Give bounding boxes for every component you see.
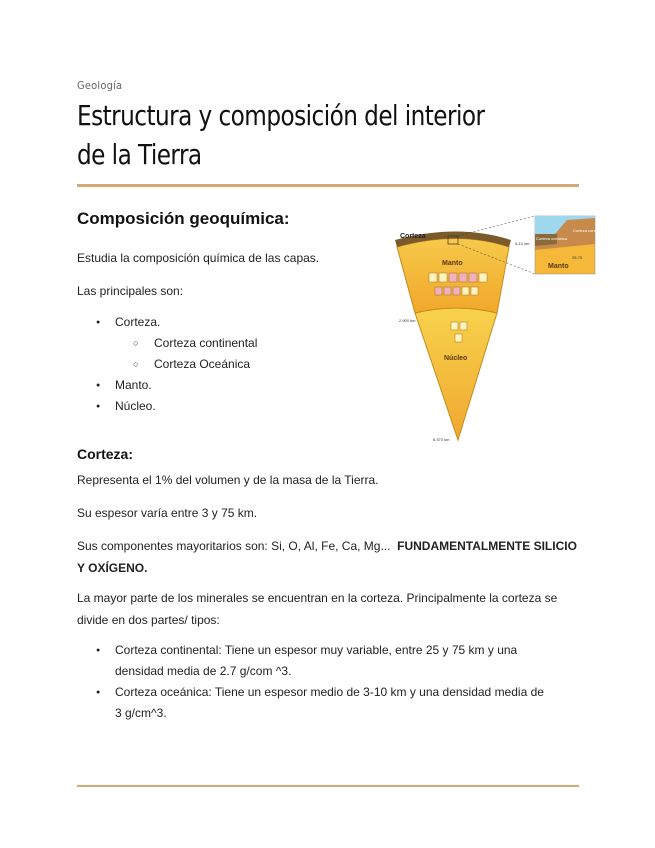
crust-inset bbox=[535, 216, 608, 274]
list-item-oceanica-detail: ● Corteza oceánica: Tiene un espesor medio de 3-10 km y una densidad media de 3 g/cm^3. bbox=[77, 682, 547, 724]
list-item-corteza-oceanica: ○ Corteza Oceánica bbox=[77, 354, 377, 375]
crust-label: Corteza bbox=[400, 233, 426, 240]
inset-ocean-label: Corteza oceánica bbox=[536, 236, 568, 241]
section-heading-corteza: Corteza: bbox=[77, 446, 134, 462]
inset-depth-label: 25-75 bbox=[572, 255, 583, 260]
geo-lead: Las principales son: bbox=[77, 284, 184, 298]
core-label: Núcleo bbox=[444, 355, 468, 362]
section-heading-geoquimica: Composición geoquímica: bbox=[77, 209, 290, 228]
mantle-label: Manto bbox=[442, 260, 463, 267]
corteza-p3-text: Sus componentes mayoritarios son: Si, O, Al, Fe, Ca, Mg... bbox=[77, 539, 391, 553]
geo-intro: Estudia la composición química de las capas. bbox=[77, 251, 320, 265]
title-divider bbox=[77, 184, 579, 187]
earth-layers-diagram bbox=[385, 210, 608, 446]
footer-divider bbox=[77, 785, 579, 787]
corteza-p3-emphasis: FUNDAMENTALMENTE SILICIO Y OXÍGENO. bbox=[77, 539, 577, 575]
corteza-p4: La mayor parte de los minerales se encuentran en la corteza. Principalmente la corteza se divide en dos partes/ tipos: bbox=[77, 591, 558, 627]
depth-label-crust: 5-10 km bbox=[515, 241, 530, 246]
page-title: Estructura y composición del interior de la Tierra bbox=[77, 99, 485, 171]
depth-label-2900: 2.900 km bbox=[399, 318, 416, 323]
list-item-corteza-continental: ○ Corteza continental bbox=[77, 333, 377, 354]
list-item-nucleo: ● Núcleo. bbox=[77, 396, 377, 417]
inset-mantle-label: Manto bbox=[548, 263, 569, 270]
corteza-p1: Representa el 1% del volumen y de la masa de la Tierra. bbox=[77, 473, 379, 487]
subject-kicker: Geología bbox=[77, 79, 123, 92]
list-item-continental-detail: ● Corteza continental: Tiene un espesor muy variable, entre 25 y 75 km y una densidad media de 2.7 g/com ^3. bbox=[77, 640, 547, 682]
crust-types-list bbox=[77, 640, 547, 724]
inset-continent-label: Corteza continental bbox=[573, 228, 608, 233]
list-item-manto: ● Manto. bbox=[77, 375, 377, 396]
corteza-p3 bbox=[77, 535, 587, 579]
depth-label-6370: 6.370 km bbox=[433, 437, 450, 442]
list-item-corteza: ● Corteza. bbox=[77, 312, 377, 333]
layers-list bbox=[77, 312, 377, 417]
corteza-p2: Su espesor varía entre 3 y 75 km. bbox=[77, 506, 258, 520]
